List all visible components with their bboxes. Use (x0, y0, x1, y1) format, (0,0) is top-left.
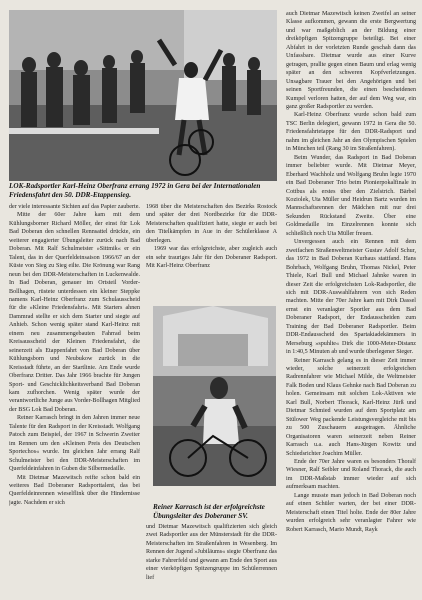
paragraph: 1969 war das erfolgreichste, aber zugleich auch ein sehr trauriges Jahr für den Doberaner Radsport. Mit Karl-Heinz Oberfranz (146, 246, 277, 270)
paragraph: Ende der 70er Jahre waren es besonders Thoralf Wiesner, Ralf Seibler und Roland Thorack, die auch im DDR-Maßstab immer wieder auf sich aufmerksam machten. (286, 459, 416, 491)
photo1-caption: LOK-Radsportler Karl-Heinz Oberfranz errang 1972 in Gera bei der Internationalen Friedensfahrt den 50. DDR-Etappensieg. (9, 182, 261, 199)
photo-cyclist-finish (9, 10, 277, 181)
photo-karrasch (153, 306, 276, 486)
paragraph: Unvergessen auch ein Rennen mit dem zweifachen Straßenweltmeister Gustav Adolf Schur, das 1972 in Bad Doberan Kurhaus stattfand. Hans Bohrbach, Wolfgang Bruhn, Thomas Nickel, Peter Thiele, Karl Bull und Michael Jahnke waren in dieser Zeit die erfolgreichsten Lok-Radsportler, die sich mit DDR-Auswahlfahrern von sich Reden machten. Mitte der 70er Jahre kam mit Dirk Dassel ernst ein veranlagter Sportler aus dem Bad Doberaner Radsport, der Endausscheiden zum Training der Bad Doberaner Radsportler. Beim DDR-Endausscheid des Spartakiadekämmers in Merseburg »spuhlte« Dirk die 1000-Meter-Distanz in 1:40,5 Minuten ab und wurde überlegener Sieger. (286, 239, 416, 356)
paragraph: und Dietmar Mazewitsch qualifizierten sich gleich zwei Radsportler aus der Münsterstadt für die DDR-Meisterschaften im Straßenfahren in Wesenberg. Im Rennen der Jugend »Jubiläums« siegte Oberfranz das starke Fahrerfeld und gewann am Ende den Sport aus einer vierköpfigen Spitzengruppe im Schülerrennen lief (146, 524, 277, 581)
paragraph: Reiner Karrasch bringt in den Jahren immer neue Talente für den Radsport in der Kreisstadt. Wolfgang Patoch zum Beispiel, der 1967 in Schwerin Zweiter im Rennen um den »Kleinen Preis des Deutschen Sportechos« wurde. Im gleichen Jahr errang Ralf Schulmeister bei den DDR-Meisterschaften im Querfeldeinfahren in Guben die Silbermedaille. (9, 415, 140, 473)
paragraph: Lange musste man jedoch in Bad Doberan noch auf einen Schüler warten, der bei einer DDR-Meisterschaft einen Titel holte. Ende der 80er Jahre wurden erfolgreich sehr veranlagter Fahrer wie Robert Karrasch, Mario Mundt, Rayk (286, 492, 416, 533)
column-middle-bottom (146, 523, 277, 595)
paragraph: Karl-Heinz Oberfranz wurde schon bald zum TSC Berlin delegiert, gewann 1972 in Gera die 50. Friedensfahrtetappe für den DDR-Radsport und nahm im gleichen Jahr an den Olympischen Spielen in München teil (Rang 30 im Straßenfahren). (286, 112, 416, 153)
column-middle (146, 203, 277, 297)
column-right (286, 10, 416, 595)
paragraph: der viele interessante Sichten auf das Papier zauberte. (9, 204, 140, 210)
photo2-caption: Reiner Karrasch ist der erfolgreichste Übungsleiter des Doberaner SV. (153, 503, 265, 520)
paragraph: auch Dietmar Mazewitsch keinen Zweifel an seiner Klasse aufkommen, gewann die erste Bergwertung und war maßgeblich an der Bildung einer dreiköpfigen Spitzengruppe beteiligt. Bei einer Abfahrt in der vorletzten Runde geschah dann das Unfassbare. Dietmar wurde aus einer Kurve getragen, prallte gegen einen Baum und erlag wenig später an den schweren Kopfverletzungen. Unsagbare Trauer bei den Angehörigen und bei seinen Sportfreunden, die einen bescheidenen Kumpel verloren hatten, der auf dem Weg war, ein ganz großer Radsportler zu werden. (286, 11, 416, 110)
paragraph: Reiner Karrasch gelang es in dieser Zeit immer wieder, solche seinerzeit erfolgreichen Radrennfahrer wie Michael Milde, die Weltmeister Falk Boden und Klaus Gehnke nach Bad Doberan zu holen. Gemeinsam mit solchen Lok-Aktiven wie Karl Bull, Norbert Thorack, Karl-Heinz Jürß und Dietmar Schmied wurden auf dem Sportplatz am Stülower Weg packende Leistungsvergleiche mit bis zu 500 Zuschauern ausgetragen. Ähnliche Organisatoren waren seinerzeit neben Reiner Karrasch u.a. auch Hans-Jürgen Kowitz und Schiedsrichter Joachim Müller. (286, 357, 416, 457)
paragraph: Mit Dietmar Mazewitsch reifte schon bald ein weiteres Bad Doberaner Radsporttalent, das bei Querfeldeinrennen wieselflink über die Hindernisse jagte. Nachdem er sich (9, 474, 140, 506)
paragraph: Mitte der 60er Jahre kam mit dem Kühlungsborner Richard Möller, der einst für Lok Bad Doberan den schnellen Rennsattel drückte, ein weiterer engagierter Übungsleiter zurück nach Bad Doberan. Mit Ralf Schulmeister »Sittmik« er ein Talent, das in der Querfeldeinsaison 1966/67 an der Küste von Sieg zu Sieg eilte. Die Krönung war Rang neun bei den DDR-Meisterschaften in Luckenwalde. In Bad Doberan, genauer im Ortsteil Vorder-Bollhagen, rüstete unterdessen ein kleiner Steppke namens Karl-Heinz Oberfranz zum Schulausscheid für die »Kleine Friedensfahrt«. Mit Starters ahnen Dammrad stellte er sich dem Starter und siegte auf Anhieb. Schon wenig später stand Karl-Heinz mit einem neu zusammengebauten Fahrrad beim Kreisausscheid der Kleinen Friedensfahrt, die seinerzeit als Etappenfahrt von Bad Doberan über Kühlungsborn und Neubukow zurück in die Kreisstadt führte, an der Startlinie. Am Ende wurde Oberfranz Dritter. Das Jahr 1966 brachte für Jungen Sport- und Geschicklichkeitsverband Bad Doberan kam zufhorchen. Wenig später wurde der verantwortliche Junge aus Vorder-Bollhagen Mitglied der BSG Lok Bad Doberan. (9, 212, 140, 413)
paragraph: 1968 über die Meisterschaften des Bezirks Rostock und später der drei Nordbezirke für die DDR-Meisterschaften qualifiziert hatte, siegte er auch bei den Titelkämpfen in Aue in der Schülerklasse A überlegen. (146, 204, 277, 244)
paragraph: Beim Wunder, das Radsport in Bad Doberan immer beliebter wurde. Mit Dietmar Meyer, Eberhard Wachholz und Wolfgang Bruhn legte 1970 ein Bad Doberaner Trio beim Pionierpokalfinale in Cottbus als erstes über den Zielstrich. Bärbel Koziolek, Uta Müller und Heidrun Bartz wurden im Mannschaftsrennen der Mädchen mit nur drei Sekunden Rückstand Zweite. Über eine Goldmedaille im Einzelrennen konnte sich schließlich noch Uta Müller freuen. (286, 154, 416, 237)
column-left (9, 203, 140, 593)
